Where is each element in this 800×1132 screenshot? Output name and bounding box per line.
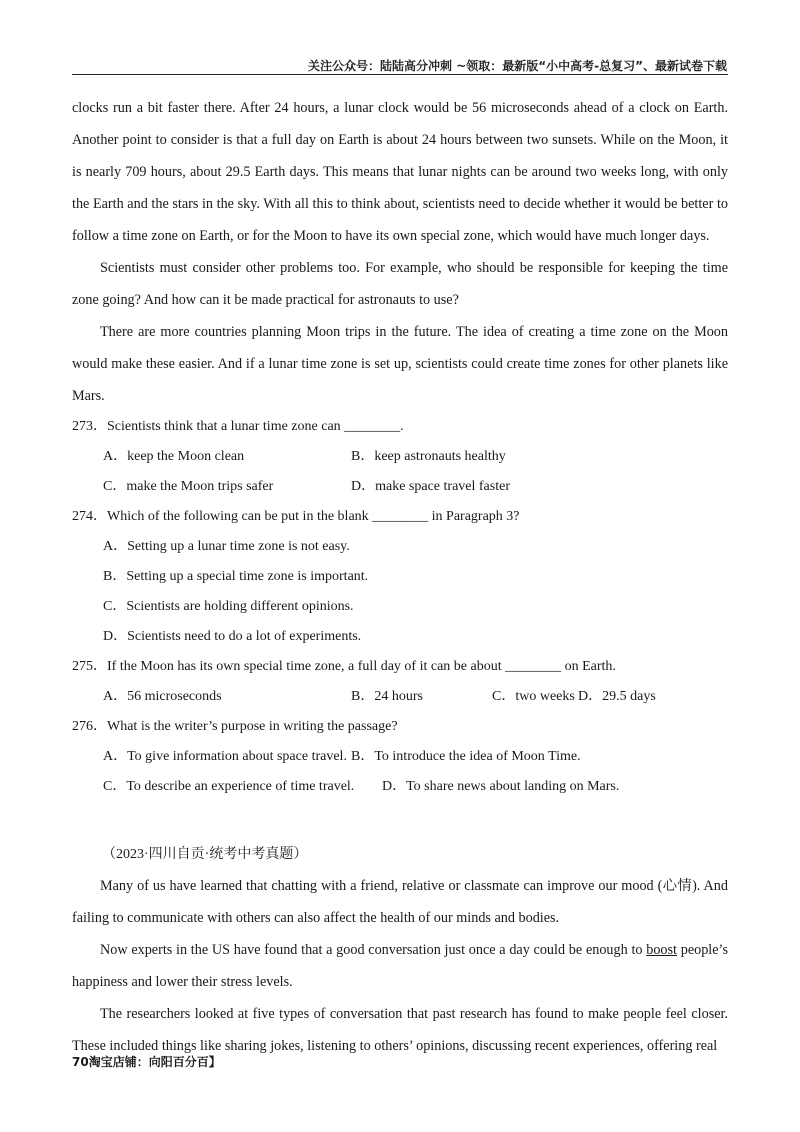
question-276 xyxy=(72,712,728,802)
option-a: A．To give information about space travel. xyxy=(103,749,347,764)
option-c: C．Scientists are holding different opinions. xyxy=(103,599,354,614)
option-row xyxy=(72,442,728,472)
question-275 xyxy=(72,652,728,712)
option-c: C．To describe an experience of time travel. xyxy=(103,779,355,794)
option-row xyxy=(72,682,728,712)
option-d: D．To share news about landing on Mars. xyxy=(382,779,620,794)
question-stem: 273．Scientists think that a lunar time zone can ________. xyxy=(72,419,404,434)
option-row xyxy=(72,472,728,502)
passage-paragraph-1: clocks run a bit faster there. After 24 hours, a lunar clock would be 56 microseconds ahead of a clock on Earth. Another point to consider is that a full day on Earth is about 24 hours between two sunsets. While on the Moon, it is nearly 709 hours, about 29.5 Earth days. This means that lunar nights can be around two weeks long, with only the Earth and the stars in the sky. With all this to think about, scientists need to decide whether it would be better to follow a time zone on Earth, or for the Moon to have its own special zone, which would have much longer days. xyxy=(72,100,728,244)
option-d: D．Scientists need to do a lot of experiments. xyxy=(103,629,362,644)
option-b: B．To introduce the idea of Moon Time. xyxy=(351,749,581,764)
option-b: B．24 hours xyxy=(351,689,423,704)
passage-paragraph-3: There are more countries planning Moon trips in the future. The idea of creating a time zone on the Moon would make these easier. And if a lunar time zone is set up, scientists could create time zones for other planets like Mars. xyxy=(72,324,728,404)
option-c: C．make the Moon trips safer xyxy=(103,479,274,494)
option-d: D．make space travel faster xyxy=(351,479,510,494)
passage-paragraph-2: Scientists must consider other problems too. For example, who should be responsible for keeping the time zone going? And how can it be made practical for astronauts to use? xyxy=(72,260,728,308)
page-footer: 70淘宝店铺：向阳百分百】 xyxy=(72,1055,221,1069)
option-row xyxy=(72,742,728,772)
option-b: B．keep astronauts healthy xyxy=(351,449,506,464)
source-label: （2023·四川自贡·统考中考真题） xyxy=(102,847,308,862)
page-content xyxy=(72,92,728,1062)
option-a: A．56 microseconds xyxy=(103,689,222,704)
option-a: A．Setting up a lunar time zone is not easy. xyxy=(103,539,350,554)
header-divider xyxy=(72,74,728,75)
page-header: 关注公众号：陆陆高分冲刺 ~领取：最新版“小中高考-总复习”、最新试卷下载 xyxy=(308,59,727,73)
underlined-keyword: boost xyxy=(646,942,677,958)
text-after-keyword: people’s happiness and lower their stress levels. xyxy=(72,942,729,990)
passage2-paragraph-3: The researchers looked at five types of conversation that past research has found to make people feel closer. These included things like sharing jokes, listening to others’ opinions, discussing recent experiences, offering real xyxy=(72,1006,728,1054)
question-stem: 274．Which of the following can be put in the blank ________ in Paragraph 3? xyxy=(72,509,520,524)
option-a: A．keep the Moon clean xyxy=(103,449,245,464)
option-c: C．two weeks xyxy=(492,689,575,704)
text-before-keyword: Now experts in the US have found that a good conversation just once a day could be enough to xyxy=(100,942,647,958)
passage2-paragraph-1: Many of us have learned that chatting with a friend, relative or classmate can improve our mood (心情). And failing to communicate with others can also affect the health of our minds and bodies. xyxy=(72,878,728,926)
option-b: B．Setting up a special time zone is important. xyxy=(103,569,369,584)
option-row xyxy=(72,772,728,802)
question-stem: 276．What is the writer’s purpose in writing the passage? xyxy=(72,719,398,734)
question-274 xyxy=(72,502,728,652)
question-stem: 275．If the Moon has its own special time zone, a full day of it can be about ________ on Earth. xyxy=(72,659,616,674)
question-273 xyxy=(72,412,728,502)
passage2-paragraph-2 xyxy=(72,934,728,998)
option-d: D．29.5 days xyxy=(578,689,656,704)
